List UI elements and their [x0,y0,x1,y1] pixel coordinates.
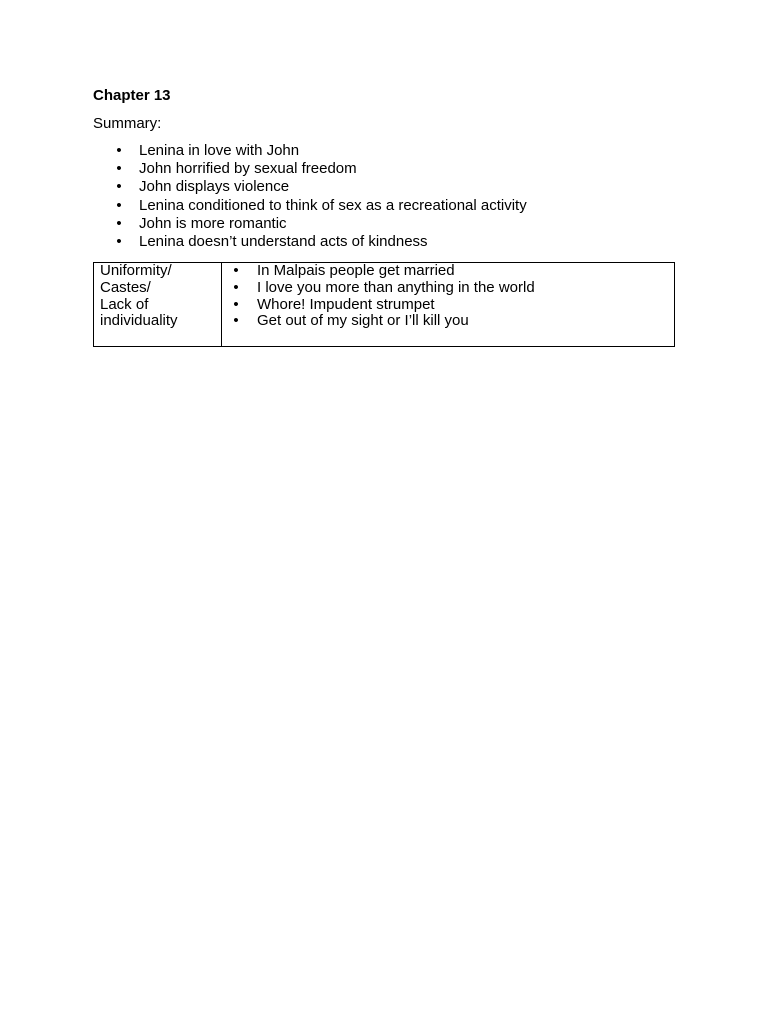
bullet-icon: • [233,278,239,296]
summary-item-text: Lenina conditioned to think of sex as a recreational activity [139,196,527,214]
summary-item-text: John is more romantic [139,214,287,232]
summary-item-text: John horrified by sexual freedom [139,160,357,178]
summary-item [93,142,527,160]
quote-text: Whore! Impudent strumpet [257,295,435,313]
quote-item [222,313,674,330]
bullet-icon: • [233,262,239,279]
theme-line: individuality [100,312,178,330]
summary-label: Summary: [93,115,162,132]
summary-item-text: Lenina in love with John [139,142,300,159]
theme-line: Lack of [100,295,149,313]
bullet-icon: • [116,160,122,178]
theme-line: Uniformity/ [100,262,172,279]
bullet-icon: • [116,178,122,196]
quote-text: Get out of my sight or I’ll kill you [257,312,469,330]
quote-text: I love you more than anything in the world [257,278,535,296]
chapter-heading: Chapter 13 [93,87,171,104]
summary-item [93,197,527,215]
summary-item [93,178,527,196]
theme-cell [94,263,222,347]
theme-line: Castes/ [100,278,151,296]
quote-list [222,263,674,330]
bullet-icon: • [116,142,122,159]
bullet-icon: • [233,312,239,330]
bullet-icon: • [116,232,122,250]
quote-item [222,263,674,280]
bullet-icon: • [116,214,122,232]
summary-item [93,160,527,178]
summary-item [93,233,527,251]
quote-item [222,280,674,297]
quote-item [222,297,674,314]
summary-list [93,142,527,251]
theme-quotes-table [93,262,675,347]
quote-text: In Malpais people get married [257,262,455,279]
bullet-icon: • [233,295,239,313]
summary-item [93,215,527,233]
summary-item-text: Lenina doesn’t understand acts of kindness [139,232,428,250]
summary-item-text: John displays violence [139,178,290,196]
table-row [94,263,675,347]
bullet-icon: • [116,196,122,214]
quotes-cell [222,263,675,347]
